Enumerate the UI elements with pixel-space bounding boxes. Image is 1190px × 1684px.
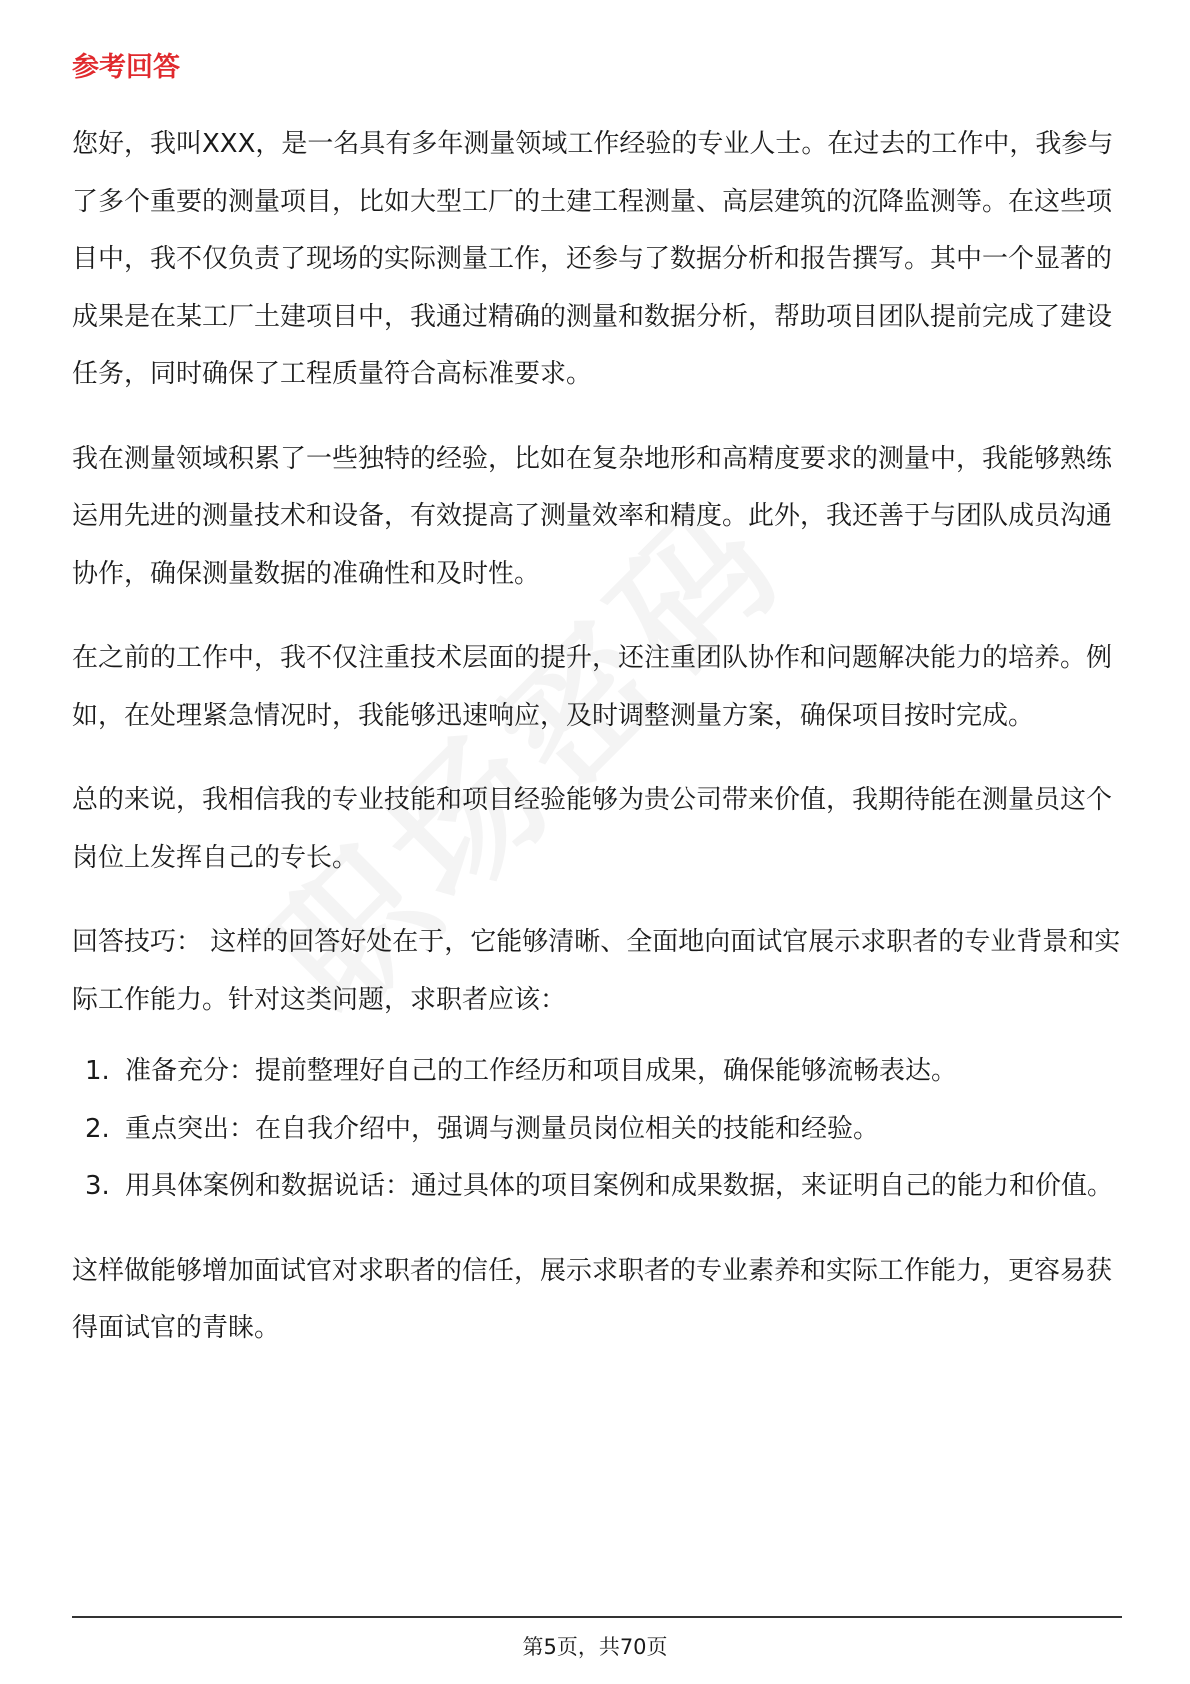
paragraph-teamwork: 在之前的工作中，我不仅注重技术层面的提升，还注重团队协作和问题解决能力的培养。例如，在处理紧急情况时，我能够迅速响应，及时调整测量方案，确保项目按时完成。 — [72, 643, 1113, 731]
list-item-text: 用具体案例和数据说话：通过具体的项目案例和成果数据，来证明自己的能力和价值。 — [125, 1171, 1114, 1201]
paragraph-closing: 这样做能够增加面试官对求职者的信任，展示求职者的专业素养和实际工作能力，更容易获得面试官的青睐。 — [72, 1255, 1113, 1343]
list-item-text: 准备充分：提前整理好自己的工作经历和项目成果，确保能够流畅表达。 — [125, 1056, 958, 1086]
paragraph-intro: 您好，我叫XXX，是一名具有多年测量领域工作经验的专业人士。在过去的工作中，我参与了多个重要的测量项目，比如大型工厂的土建工程测量、高层建筑的沉降监测等。在这些项目中，我不仅负责了现场的实际测量工作，还参与了数据分析和报告撰写。其中一个显著的成果是在某工厂土建项目中，我通过精确的测量和数据分析，帮助项目团队提前完成了建设任务，同时确保了工程质量符合高标准要求。 — [72, 129, 1114, 389]
paragraph-tips-intro: 回答技巧： 这样的回答好处在于，它能够清晰、全面地向面试官展示求职者的专业背景和实际工作能力。针对这类问题，求职者应该： — [72, 927, 1121, 1015]
list-number: 2. — [85, 1113, 110, 1144]
list-item — [72, 1101, 1122, 1159]
list-number: 1. — [85, 1056, 110, 1086]
footer-divider — [72, 1616, 1122, 1618]
document-page — [72, 0, 1122, 1684]
list-item-text: 重点突出：在自我介绍中，强调与测量员岗位相关的技能和经验。 — [125, 1113, 880, 1144]
tips-list — [72, 1043, 1122, 1216]
paragraph-experience: 我在测量领域积累了一些独特的经验，比如在复杂地形和高精度要求的测量中，我能够熟练运用先进的测量技术和设备，有效提高了测量效率和精度。此外，我还善于与团队成员沟通协作，确保测量数据的准确性和及时性。 — [72, 443, 1113, 589]
paragraph-summary: 总的来说，我相信我的专业技能和项目经验能够为贵公司带来价值，我期待能在测量员这个岗位上发挥自己的专长。 — [72, 785, 1113, 873]
list-number: 3. — [85, 1171, 110, 1201]
section-heading: 参考回答 — [72, 52, 180, 83]
answer-body — [72, 116, 1122, 1385]
list-item — [72, 1158, 1122, 1216]
list-item — [72, 1043, 1122, 1101]
page-number: 第5页，共70页 — [522, 1635, 668, 1659]
